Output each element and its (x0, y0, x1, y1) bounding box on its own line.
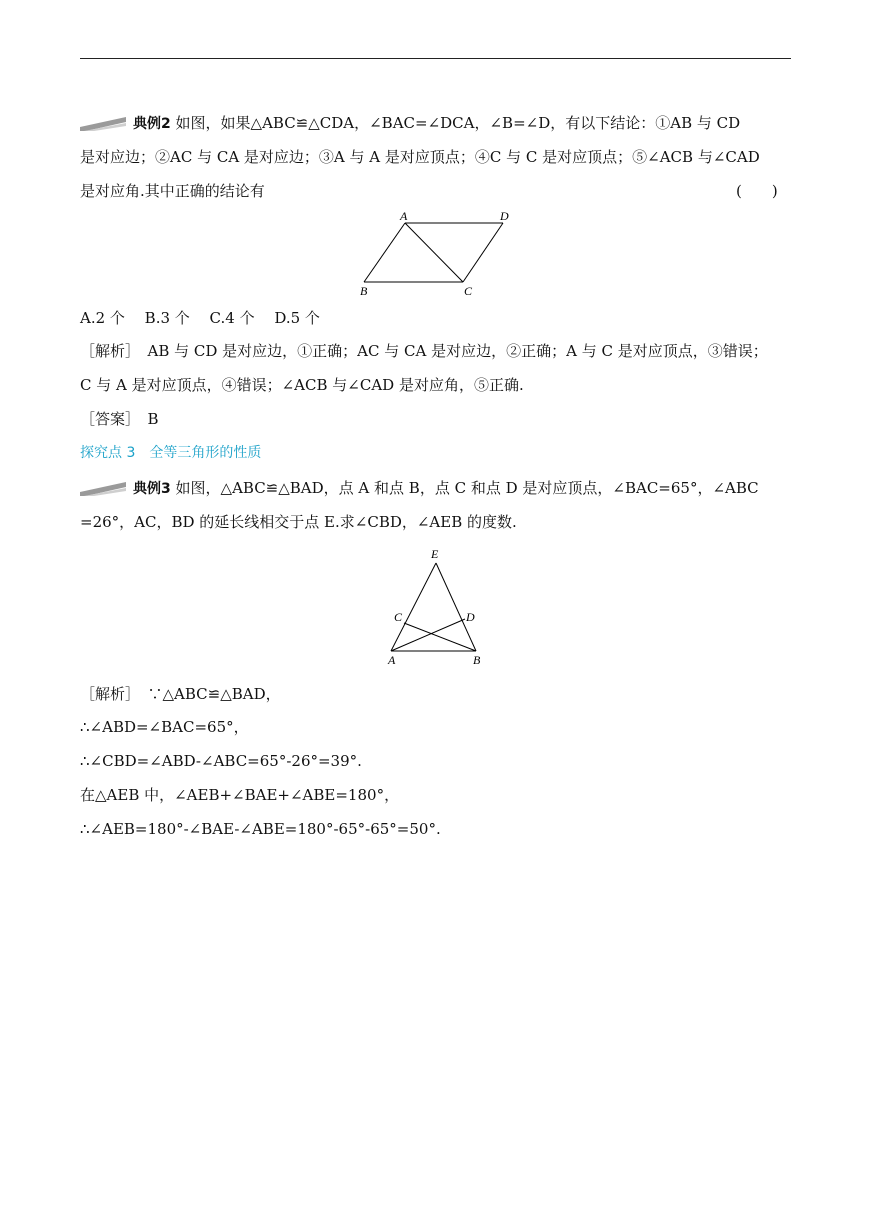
example3-question (133, 478, 759, 499)
label-B: B (473, 653, 481, 667)
example2-question (133, 113, 740, 134)
example3-line1: 如图，△ABC≌△BAD，点 A 和点 B，点 C 和点 D 是对应顶点，∠BAC=65°，∠ABC (175, 479, 759, 497)
example2-line3: 是对应角.其中正确的结论有 (80, 182, 265, 200)
example2-analysis-2: C 与 A 是对应顶点，④错误；∠ACB 与∠CAD 是对应角，⑤正确. (80, 376, 524, 394)
example-badge-icon (80, 117, 126, 131)
example3-line2: =26°，AC，BD 的延长线相交于点 E.求∠CBD，∠AEB 的度数. (80, 513, 517, 531)
example-badge-icon (80, 482, 126, 496)
label-C: C (464, 284, 473, 298)
example2-analysis-1: ［解析］ AB 与 CD 是对应边，①正确；AC 与 CA 是对应边，②正确；A 与 C 是对应顶点，③错误； (80, 342, 768, 360)
label-A: A (400, 209, 408, 223)
example3-solution-2: ∴∠ABD=∠BAC=65°， (80, 718, 249, 736)
section3-title: 探究点 3 全等三角形的性质 (80, 445, 262, 461)
label-B: B (360, 284, 368, 298)
example2-line1: 如图，如果△ABC≌△CDA，∠BAC=∠DCA，∠B=∠D，有以下结论：①AB 与 CD (175, 114, 741, 132)
label-D: D (500, 209, 509, 223)
triangle-figure (380, 543, 490, 668)
example3-solution-4: 在△AEB 中，∠AEB+∠BAE+∠ABE=180°， (80, 786, 400, 804)
label-C: C (394, 610, 403, 624)
header-rule (80, 58, 791, 59)
example2-options: A.2 个 B.3 个 C.4 个 D.5 个 (80, 309, 320, 327)
example3-solution-3: ∴∠CBD=∠ABD-∠ABC=65°-26°=39°. (80, 752, 362, 770)
example2-answer: ［答案］ B (80, 410, 159, 428)
label-E: E (431, 547, 439, 561)
example3-solution-5: ∴∠AEB=180°-∠BAE-∠ABE=180°-65°-65°=50°. (80, 820, 441, 838)
label-D: D (466, 610, 475, 624)
parallelogram-figure (350, 205, 520, 300)
example3-label: 典例3 (133, 481, 171, 497)
label-A: A (388, 653, 396, 667)
example2-line2: 是对应边；②AC 与 CA 是对应边；③A 与 A 是对应顶点；④C 与 C 是对应顶点；⑤∠ACB 与∠CAD (80, 148, 760, 166)
example3-solution-1: ［解析］ ∵△ABC≌△BAD， (80, 685, 281, 703)
answer-blank: ( ) (736, 182, 778, 200)
example2-label: 典例2 (133, 116, 171, 132)
